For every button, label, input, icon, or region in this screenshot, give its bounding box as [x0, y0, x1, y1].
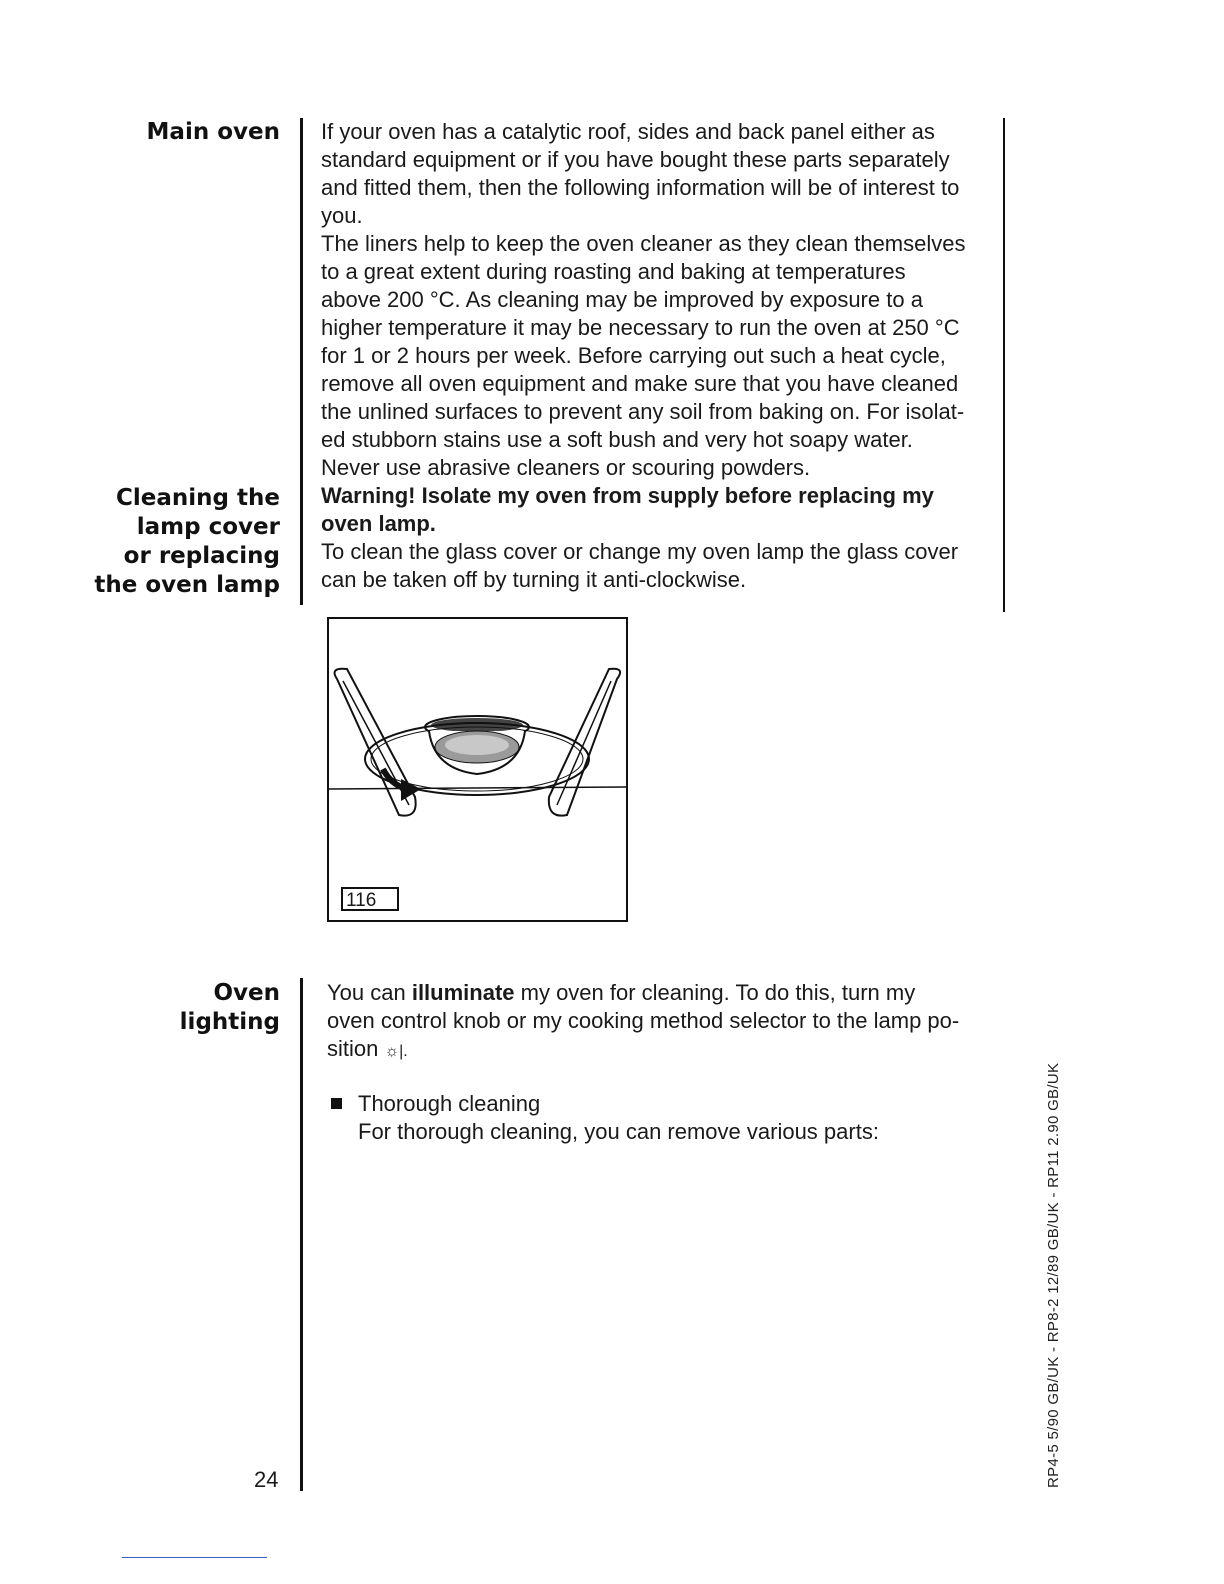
text-line: sition ☼|. [327, 1036, 408, 1061]
heading-lamp-cover [94, 484, 280, 600]
text-line: You can illuminate my oven for cleaning. To do this, turn my [327, 980, 916, 1005]
main-oven-text [321, 118, 983, 594]
text-line: and fitted them, then the following information will be of interest to [321, 175, 960, 200]
heading-line: Oven [213, 980, 280, 1006]
text-line: remove all oven equipment and make sure that you have cleaned [321, 371, 959, 396]
text-line: standard equipment or if you have bought these parts separately [321, 147, 950, 172]
heading-line: Cleaning the [116, 485, 280, 511]
figure-number: 116 [341, 887, 399, 911]
oven-lamp-drawing [329, 619, 626, 920]
bottom-divider [122, 1557, 267, 1558]
text-line: To clean the glass cover or change my oven lamp the glass cover [321, 539, 959, 564]
heading-line: the oven lamp [94, 572, 280, 598]
text-line: to a great extent during roasting and baking at temperatures [321, 259, 906, 284]
text-line: for 1 or 2 hours per week. Before carrying out such a heat cycle, [321, 343, 946, 368]
bullet-square-icon [331, 1098, 342, 1109]
bullet-description: For thorough cleaning, you can remove various parts: [358, 1119, 879, 1144]
left-column-rule-top [300, 118, 303, 605]
warning-line: oven lamp. [321, 511, 436, 536]
warning-line: Warning! Isolate my oven from supply before replacing my [321, 483, 934, 508]
bullet-thorough-cleaning: Thorough cleaning [331, 1090, 540, 1118]
lamp-symbol-icon: ☼|. [384, 1043, 408, 1060]
text-line: If your oven has a catalytic roof, sides and back panel either as [321, 119, 935, 144]
text-line: The liners help to keep the oven cleaner as they clean themselves [321, 231, 966, 256]
heading-oven-lighting [180, 979, 280, 1037]
lamp-cover-illustration [327, 617, 628, 922]
right-column-rule [1003, 118, 1005, 612]
document-revision-code: RP4-5 5/90 GB/UK - RP8-2 12/89 GB/UK - RP11 2.90 GB/UK [1045, 1062, 1062, 1488]
heading-line: lighting [179, 1009, 280, 1035]
text-line: can be taken off by turning it anti-clockwise. [321, 567, 747, 592]
text-line: oven control knob or my cooking method selector to the lamp po- [327, 1008, 960, 1033]
text-line: higher temperature it may be necessary to run the oven at 250 °C [321, 315, 960, 340]
heading-main-oven: Main oven [146, 119, 280, 145]
text-line: the unlined surfaces to prevent any soil from baking on. For isolat- [321, 399, 965, 424]
heading-line: or replacing [123, 543, 280, 569]
illuminate-emphasis: illuminate [411, 980, 515, 1005]
text-line: you. [321, 203, 363, 228]
page-number: 24 [254, 1467, 279, 1492]
text-line: above 200 °C. As cleaning may be improved by exposure to a [321, 287, 923, 312]
oven-lighting-text [327, 979, 983, 1066]
heading-line: lamp cover [136, 514, 280, 540]
left-column-rule-bottom [300, 978, 303, 1491]
text-line: Never use abrasive cleaners or scouring powders. [321, 455, 811, 480]
text-line: ed stubborn stains use a soft bush and very hot soapy water. [321, 427, 913, 452]
